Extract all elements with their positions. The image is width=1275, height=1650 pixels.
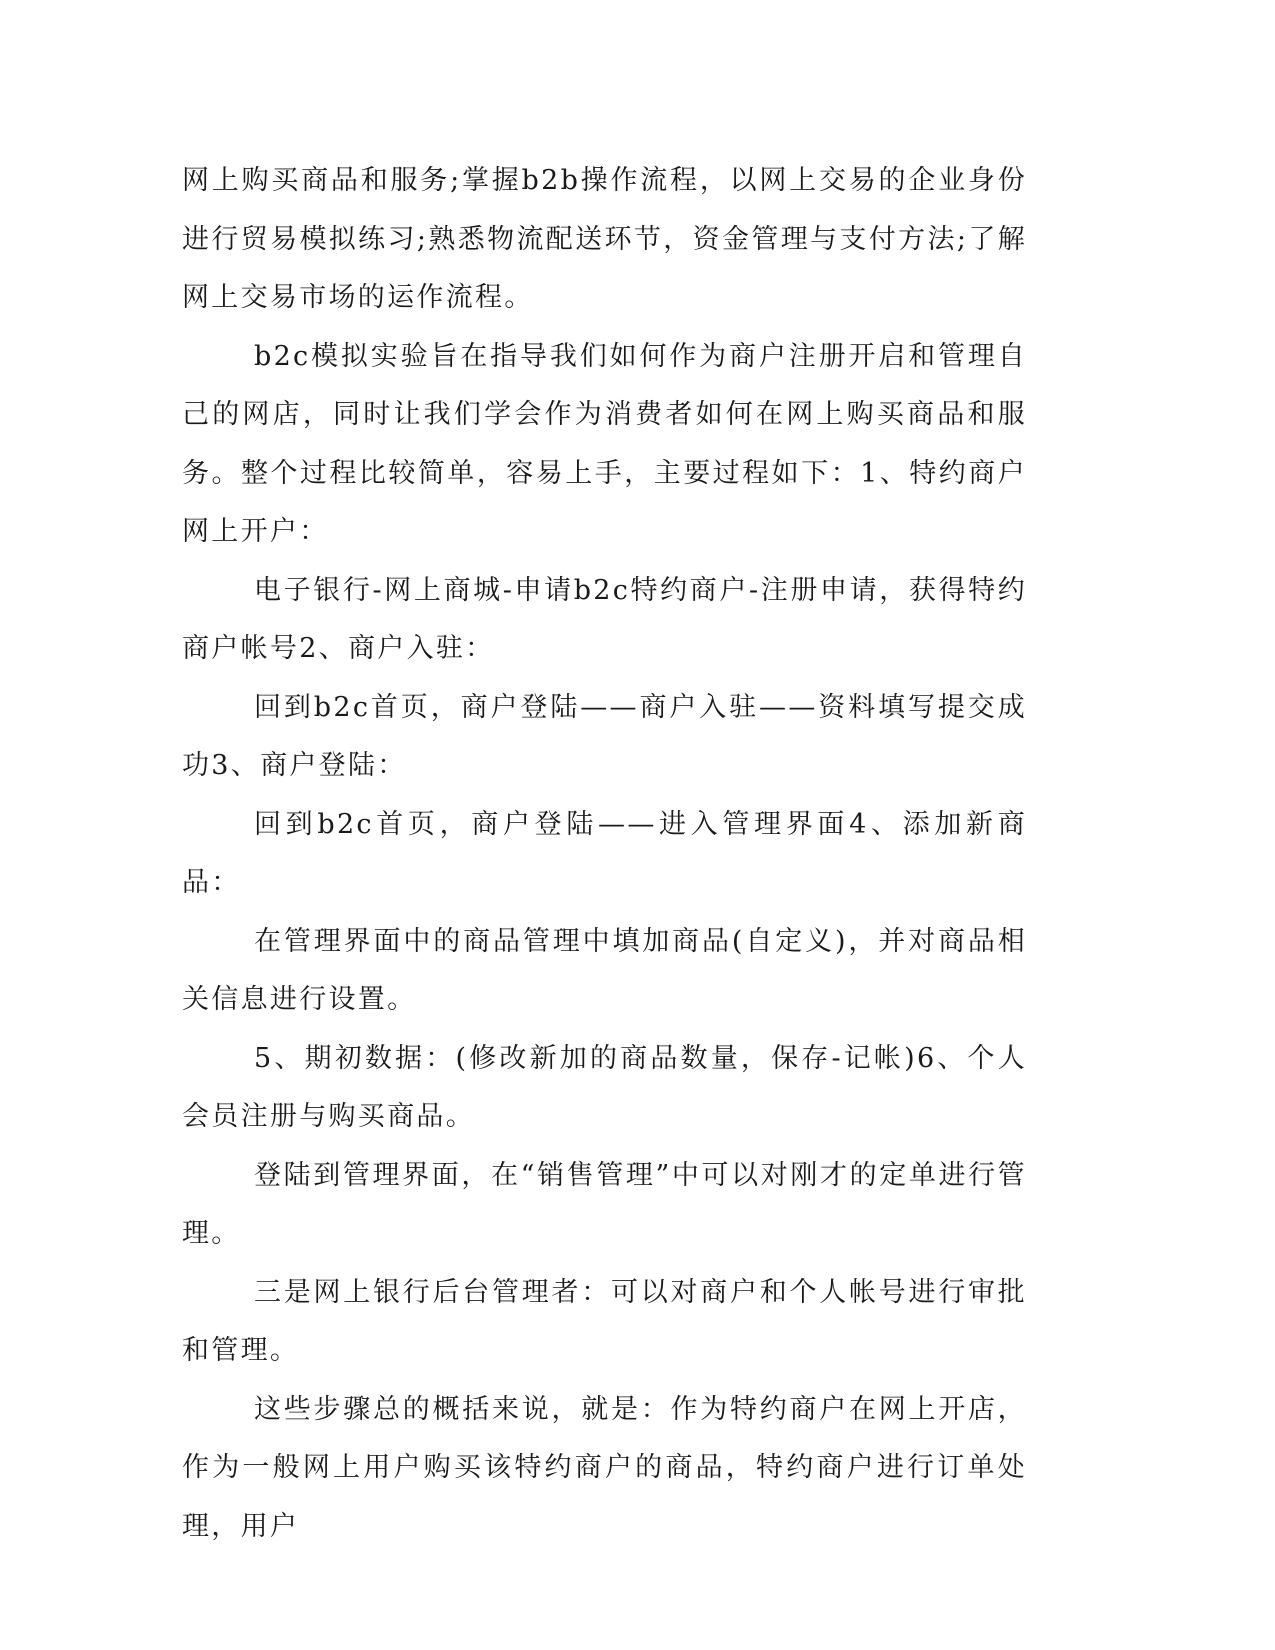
- paragraph-7: 5、期初数据：(修改新加的商品数量，保存-记帐)6、个人会员注册与购买商品。: [182, 1042, 1027, 1132]
- paragraph-2: b2c模拟实验旨在指导我们如何作为商户注册开启和管理自己的网店，同时让我们学会作为消费者如何在网上购买商品和服务。整个过程比较简单，容易上手，主要过程如下：1、特约商户网上开户：: [182, 340, 1027, 547]
- paragraph-3: 电子银行-网上商城-申请b2c特约商户-注册申请，获得特约商户帐号2、商户入驻：: [182, 574, 1027, 664]
- document-body: [182, 152, 1027, 1556]
- paragraph-1: 网上购买商品和服务;掌握b2b操作流程，以网上交易的企业身份进行贸易模拟练习;熟悉物流配送环节，资金管理与支付方法;了解网上交易市场的运作流程。: [182, 165, 1027, 313]
- paragraph-9: 三是网上银行后台管理者：可以对商户和个人帐号进行审批和管理。: [182, 1276, 1027, 1366]
- paragraph-10: 这些步骤总的概括来说，就是：作为特约商户在网上开店，作为一般网上用户购买该特约商户的商品，特约商户进行订单处理，用户: [182, 1393, 1027, 1542]
- paragraph-8: 登陆到管理界面，在“销售管理”中可以对刚才的定单进行管理。: [182, 1159, 1027, 1249]
- paragraph-4: 回到b2c首页，商户登陆——商户入驻——资料填写提交成功3、商户登陆：: [182, 691, 1027, 781]
- paragraph-5: 回到b2c首页，商户登陆——进入管理界面4、添加新商品：: [182, 808, 1027, 898]
- paragraph-6: 在管理界面中的商品管理中填加商品(自定义)，并对商品相关信息进行设置。: [182, 925, 1027, 1015]
